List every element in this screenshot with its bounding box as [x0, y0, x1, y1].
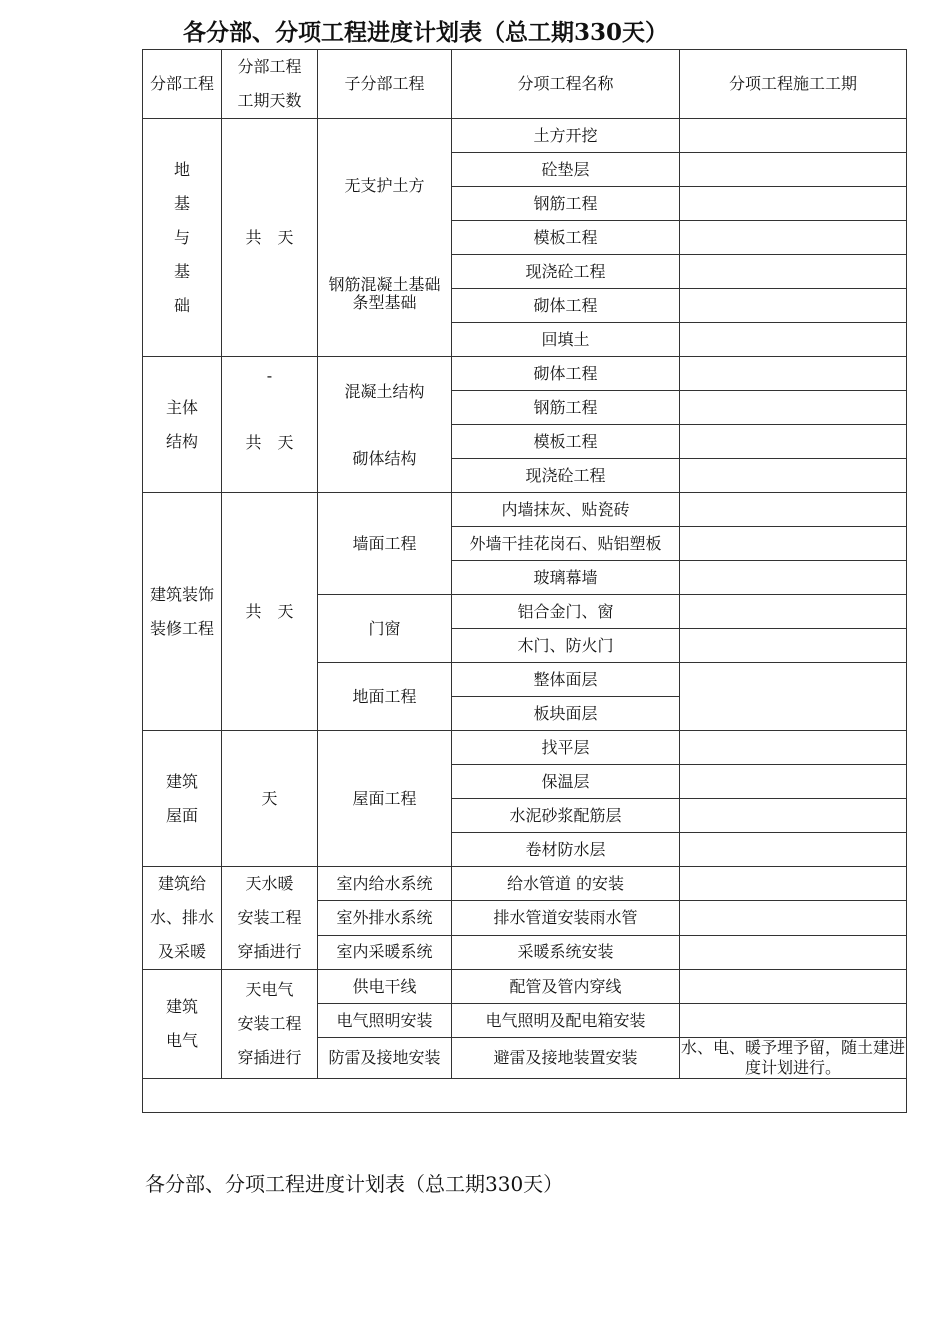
roof-sub: 屋面工程	[318, 731, 452, 867]
decoration-name-line2: 装修工程	[149, 618, 214, 638]
item-period	[680, 629, 907, 663]
item-period	[680, 833, 907, 867]
plumbing-name-line: 及采暖	[157, 942, 206, 961]
foundation-sub1: 无支护土方	[344, 175, 425, 195]
schedule-table	[142, 49, 907, 1113]
main-sub1: 混凝土结构	[344, 381, 425, 401]
item-name: 整体面层	[452, 663, 680, 697]
plumbing-days-line: 天水暖	[245, 874, 294, 893]
empty-cell	[143, 1079, 907, 1113]
item-name: 玻璃幕墙	[452, 561, 680, 595]
roof-name-line2: 屋面	[165, 805, 198, 825]
item-period	[680, 323, 907, 357]
main-name-line2: 结构	[165, 431, 198, 451]
item-period	[680, 561, 907, 595]
header-duration-line1: 分部工程	[237, 57, 302, 76]
footer-title: 各分部、分项工程进度计划表（总工期330天）	[145, 1172, 564, 1196]
item-name: 采暖系统安装	[452, 935, 680, 969]
empty-row	[143, 1079, 907, 1113]
item-name: 砌体工程	[452, 289, 680, 323]
electrical-sub: 防雷及接地安装	[318, 1038, 452, 1079]
main-sub2: 砌体结构	[352, 448, 417, 468]
header-division: 分部工程	[143, 50, 222, 119]
item-period	[680, 901, 907, 935]
plumbing-sub: 室内给水系统	[318, 867, 452, 901]
item-period	[680, 867, 907, 901]
table-header-row	[143, 50, 907, 119]
plumbing-days-line: 安装工程	[237, 908, 302, 927]
plumbing-sub: 室内采暖系统	[318, 935, 452, 969]
item-period	[680, 527, 907, 561]
item-period	[680, 970, 907, 1004]
item-period	[680, 459, 907, 493]
main-subdivisions	[318, 357, 452, 493]
table-row	[143, 867, 907, 901]
item-period	[680, 731, 907, 765]
division-roof	[143, 731, 222, 867]
item-period	[680, 765, 907, 799]
foundation-char: 基	[173, 193, 190, 213]
header-subdivision: 子分部工程	[318, 50, 452, 119]
main-days	[222, 357, 318, 493]
electrical-days	[222, 970, 318, 1079]
foundation-sub2-line1: 钢筋混凝土基础	[328, 274, 441, 294]
foundation-char: 础	[173, 295, 190, 315]
item-name: 电气照明及配电箱安装	[452, 1004, 680, 1038]
item-name: 模板工程	[452, 221, 680, 255]
item-name: 现浇砼工程	[452, 459, 680, 493]
decoration-sub-doors: 门窗	[318, 595, 452, 663]
item-name: 卷材防水层	[452, 833, 680, 867]
plumbing-name-line: 水、排水	[149, 908, 214, 927]
division-main-structure	[143, 357, 222, 493]
table-row	[143, 357, 907, 391]
item-period	[680, 221, 907, 255]
foundation-char: 基	[173, 261, 190, 281]
division-foundation	[143, 119, 222, 357]
foundation-char: 地	[173, 159, 190, 179]
roof-name-line1: 建筑	[165, 771, 198, 791]
electrical-days-line: 天电气	[245, 980, 294, 999]
item-period	[680, 153, 907, 187]
electrical-sub: 供电干线	[318, 970, 452, 1004]
item-name: 钢筋工程	[452, 391, 680, 425]
item-name: 钢筋工程	[452, 187, 680, 221]
electrical-days-line: 安装工程	[237, 1014, 302, 1033]
main-days-dash: -	[266, 365, 273, 385]
plumbing-sub: 室外排水系统	[318, 901, 452, 935]
item-period	[680, 493, 907, 527]
item-period	[680, 255, 907, 289]
table-row	[143, 493, 907, 527]
division-electrical	[143, 970, 222, 1079]
electrical-note-line1: 水、电、暖予埋予留，随土建进	[680, 1038, 905, 1057]
header-duration-line2: 工期天数	[237, 91, 302, 110]
electrical-name-line2: 电气	[165, 1031, 198, 1050]
item-period	[680, 595, 907, 629]
page-title: 各分部、分项工程进度计划表（总工期330天）	[183, 19, 669, 46]
electrical-note	[680, 1038, 907, 1079]
main-name-line1: 主体	[165, 397, 198, 417]
item-name: 内墙抹灰、贴瓷砖	[452, 493, 680, 527]
item-name: 模板工程	[452, 425, 680, 459]
electrical-note-line2: 度计划进行。	[744, 1058, 841, 1077]
item-name: 给水管道 的安装	[452, 867, 680, 901]
item-period	[680, 799, 907, 833]
header-item-name: 分项工程名称	[452, 50, 680, 119]
item-period	[680, 289, 907, 323]
item-name: 板块面层	[452, 697, 680, 731]
foundation-char: 与	[173, 227, 190, 247]
decoration-name-line1: 建筑装饰	[149, 584, 214, 604]
item-period	[680, 425, 907, 459]
item-period	[680, 187, 907, 221]
item-name: 保温层	[452, 765, 680, 799]
item-period	[680, 935, 907, 969]
division-decoration	[143, 493, 222, 731]
item-name: 砼垫层	[452, 153, 680, 187]
item-name: 找平层	[452, 731, 680, 765]
item-period	[680, 357, 907, 391]
decoration-sub-floor: 地面工程	[318, 663, 452, 731]
electrical-name-line1: 建筑	[165, 997, 198, 1016]
item-name: 砌体工程	[452, 357, 680, 391]
division-plumbing	[143, 867, 222, 970]
electrical-sub: 电气照明安装	[318, 1004, 452, 1038]
item-period	[680, 391, 907, 425]
foundation-subdivisions	[318, 119, 452, 357]
plumbing-name-line: 建筑给	[157, 874, 206, 893]
plumbing-days	[222, 867, 318, 970]
plumbing-days-line: 穿插进行	[237, 942, 302, 961]
item-period	[680, 1004, 907, 1038]
decoration-sub-wall: 墙面工程	[318, 493, 452, 595]
item-period	[680, 119, 907, 153]
roof-days: 天	[222, 731, 318, 867]
item-period	[680, 663, 907, 731]
table-row	[143, 970, 907, 1004]
main-days-text: 共 天	[245, 432, 294, 452]
item-name: 配管及管内穿线	[452, 970, 680, 1004]
header-duration	[222, 50, 318, 119]
foundation-sub2-line2: 条型基础	[352, 292, 417, 312]
table-row	[143, 119, 907, 153]
item-name: 回填土	[452, 323, 680, 357]
header-item-period: 分项工程施工工期	[680, 50, 907, 119]
item-name: 现浇砼工程	[452, 255, 680, 289]
item-name: 外墙干挂花岗石、贴铝塑板	[452, 527, 680, 561]
foundation-days: 共 天	[222, 119, 318, 357]
electrical-days-line: 穿插进行	[237, 1048, 302, 1067]
item-name: 土方开挖	[452, 119, 680, 153]
item-name: 铝合金门、窗	[452, 595, 680, 629]
item-name: 排水管道安装雨水管	[452, 901, 680, 935]
item-name: 木门、防火门	[452, 629, 680, 663]
table-row	[143, 731, 907, 765]
decoration-days: 共 天	[222, 493, 318, 731]
item-name: 水泥砂浆配筋层	[452, 799, 680, 833]
item-name: 避雷及接地装置安装	[452, 1038, 680, 1079]
